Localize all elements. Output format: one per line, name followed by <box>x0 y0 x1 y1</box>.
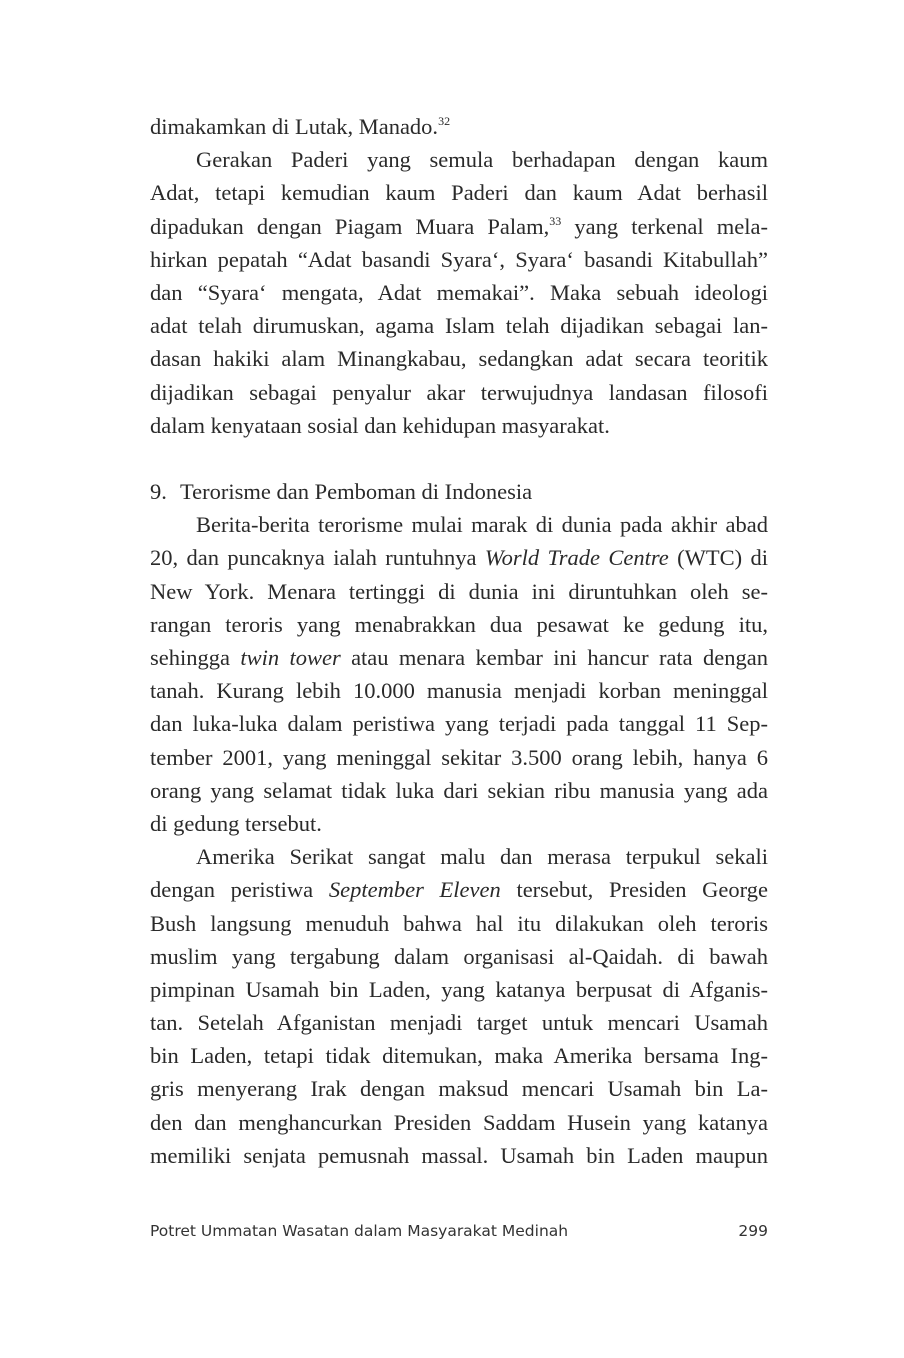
text-line <box>150 873 768 906</box>
text-line <box>150 143 768 176</box>
text-segment: rangan teroris yang menabrakkan dua pesawat ke gedung itu, <box>150 611 768 637</box>
text-line <box>150 176 768 209</box>
text-line <box>150 641 768 674</box>
text-segment: dengan peristiwa <box>150 877 329 903</box>
body-text <box>150 110 768 1172</box>
text-segment: Bush langsung menuduh bahwa hal itu dilakukan oleh teroris <box>150 910 768 936</box>
running-footer-title: Potret Ummatan Wasatan dalam Masyarakat Medinah <box>150 1222 569 1240</box>
text-line <box>150 342 768 375</box>
text-segment: tanah. Kurang lebih 10.000 manusia menjadi korban meninggal <box>150 678 768 704</box>
text-line <box>150 1072 768 1105</box>
text-segment: New York. Menara tertinggi di dunia ini diruntuhkan oleh se- <box>150 578 768 604</box>
text-segment: tersebut, Presiden George <box>500 877 768 903</box>
text-segment: 20, dan puncaknya ialah runtuhnya <box>150 545 485 571</box>
text-line <box>150 774 768 807</box>
text-segment: den dan menghancurkan Presiden Saddam Husein yang katanya <box>150 1109 768 1135</box>
text-segment: sehingga <box>150 645 241 670</box>
text-segment: (WTC) di <box>668 545 768 571</box>
text-line <box>150 1106 768 1139</box>
section-heading <box>150 475 768 508</box>
text-segment: bin Laden, tetapi tidak ditemukan, maka Amerika bersama Ing- <box>150 1043 768 1069</box>
text-line <box>150 674 768 707</box>
text-segment: Adat, tetapi kemudian kaum Paderi dan kaum Adat berhasil <box>150 180 768 206</box>
footnote-ref: 33 <box>549 213 562 228</box>
text-line <box>150 1139 768 1172</box>
italic-text: twin tower <box>240 645 341 670</box>
text-segment: tember 2001, yang meninggal sekitar 3.500 orang lebih, hanya 6 <box>150 744 768 770</box>
page-footer <box>150 1222 768 1240</box>
text-line <box>150 608 768 641</box>
text-segment: Gerakan Paderi yang semula berhadapan dengan kaum <box>196 147 768 173</box>
text-segment: dijadikan sebagai penyalur akar terwujudnya landasan filosofi <box>150 379 768 405</box>
text-segment: dan “Syara‘ mengata, Adat memakai”. Maka sebuah ideologi <box>150 279 768 305</box>
text-segment: di gedung tersebut. <box>150 810 322 836</box>
text-segment: dasan hakiki alam Minangkabau, sedangkan adat secara teoritik <box>150 346 768 372</box>
text-line <box>150 575 768 608</box>
text-segment: Terorisme dan Pemboman di Indonesia <box>180 479 533 505</box>
text-line <box>150 110 768 143</box>
text-line <box>150 1039 768 1072</box>
text-segment: dimakamkan di Lutak, Manado. <box>150 114 439 139</box>
text-line <box>150 210 768 243</box>
text-segment: memiliki senjata pemusnah massal. Usamah bin Laden maupun <box>150 1142 768 1168</box>
text-line <box>150 973 768 1006</box>
text-line <box>150 276 768 309</box>
text-line <box>150 707 768 740</box>
text-line <box>150 309 768 342</box>
text-line <box>150 840 768 873</box>
text-segment: atau menara kembar ini hancur rata dengan <box>340 645 769 670</box>
text-segment: tan. Setelah Afganistan menjadi target untuk mencari Usamah <box>150 1010 768 1036</box>
text-segment: dipadukan dengan Piagam Muara Palam, <box>150 213 550 239</box>
text-segment: gris menyerang Irak dengan maksud mencari Usamah bin La- <box>150 1076 768 1102</box>
text-segment: hirkan pepatah “Adat basandi Syara‘, Syara‘ basandi Kitabullah” <box>150 246 768 272</box>
text-line <box>150 409 768 442</box>
footnote-ref: 32 <box>438 114 451 128</box>
text-segment: muslim yang tergabung dalam organisasi al-Qaidah. di bawah <box>150 943 768 969</box>
text-line <box>150 508 768 541</box>
text-line <box>150 907 768 940</box>
text-line <box>150 442 768 475</box>
text-line <box>150 807 768 840</box>
italic-text: September Eleven <box>328 877 501 903</box>
text-segment: Berita-berita terorisme mulai marak di dunia pada akhir abad <box>196 512 768 538</box>
text-segment: dalam kenyataan sosial dan kehidupan masyarakat. <box>150 412 610 438</box>
page-number: 299 <box>738 1222 768 1240</box>
text-line <box>150 741 768 774</box>
text-segment: yang terkenal mela- <box>561 213 768 239</box>
text-line <box>150 376 768 409</box>
text-segment: dan luka-luka dalam peristiwa yang terjadi pada tanggal 11 Sep- <box>150 711 768 737</box>
text-segment: adat telah dirumuskan, agama Islam telah dijadikan sebagai lan- <box>150 313 768 339</box>
text-line <box>150 940 768 973</box>
italic-text: World Trade Centre <box>484 545 669 571</box>
text-segment: orang yang selamat tidak luka dari sekian ribu manusia yang ada <box>150 777 768 803</box>
text-segment: pimpinan Usamah bin Laden, yang katanya berpusat di Afganis- <box>150 976 768 1002</box>
section-number: 9. <box>150 479 167 505</box>
text-line <box>150 1006 768 1039</box>
text-line <box>150 243 768 276</box>
text-segment: Amerika Serikat sangat malu dan merasa terpukul sekali <box>196 844 768 870</box>
text-line <box>150 541 768 574</box>
